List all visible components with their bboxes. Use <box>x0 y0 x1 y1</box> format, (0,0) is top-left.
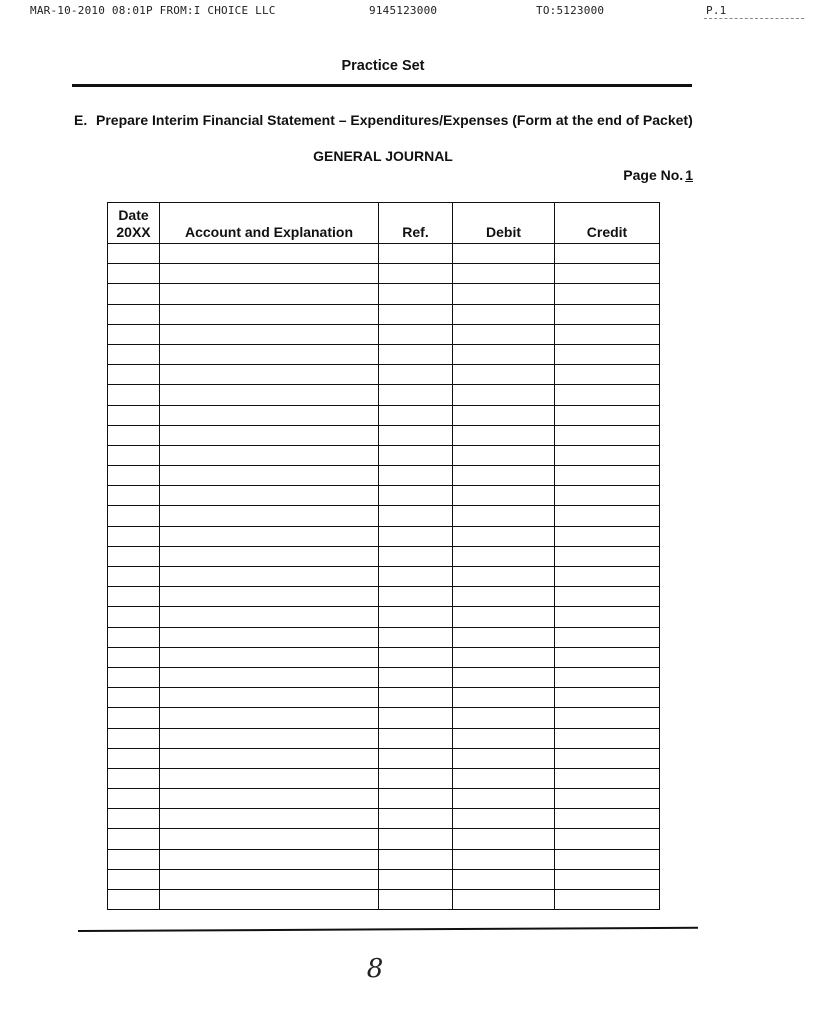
journal-cell-debit[interactable] <box>453 829 555 849</box>
journal-cell-credit[interactable] <box>555 445 660 465</box>
journal-cell-account[interactable] <box>160 284 379 304</box>
journal-row <box>108 445 660 465</box>
journal-cell-date[interactable] <box>108 486 160 506</box>
journal-cell-debit[interactable] <box>453 869 555 889</box>
journal-title: GENERAL JOURNAL <box>313 148 453 164</box>
journal-cell-account[interactable] <box>160 587 379 607</box>
journal-cell-debit[interactable] <box>453 526 555 546</box>
column-header-credit: Credit <box>555 203 660 244</box>
journal-cell-account[interactable] <box>160 466 379 486</box>
journal-cell-credit[interactable] <box>555 324 660 344</box>
journal-cell-debit[interactable] <box>453 365 555 385</box>
title-divider <box>72 84 692 87</box>
journal-cell-ref[interactable] <box>379 506 453 526</box>
fax-phone-number: 9145123000 <box>369 4 438 17</box>
journal-row <box>108 688 660 708</box>
journal-cell-date[interactable] <box>108 667 160 687</box>
journal-cell-ref[interactable] <box>379 546 453 566</box>
journal-cell-account[interactable] <box>160 869 379 889</box>
journal-cell-ref[interactable] <box>379 445 453 465</box>
journal-cell-credit[interactable] <box>555 425 660 445</box>
journal-cell-account[interactable] <box>160 849 379 869</box>
journal-cell-account[interactable] <box>160 768 379 788</box>
handwritten-page-number: 8 <box>366 954 384 984</box>
journal-cell-debit[interactable] <box>453 789 555 809</box>
column-header-date: Date 20XX <box>108 203 160 244</box>
journal-cell-debit[interactable] <box>453 708 555 728</box>
journal-cell-credit[interactable] <box>555 768 660 788</box>
page-number <box>623 167 693 183</box>
journal-cell-credit[interactable] <box>555 304 660 324</box>
journal-row <box>108 890 660 910</box>
journal-cell-ref[interactable] <box>379 728 453 748</box>
bottom-divider <box>78 927 698 932</box>
journal-cell-debit[interactable] <box>453 445 555 465</box>
journal-cell-account[interactable] <box>160 486 379 506</box>
journal-cell-account[interactable] <box>160 244 379 264</box>
journal-cell-ref[interactable] <box>379 365 453 385</box>
journal-row <box>108 567 660 587</box>
journal-row <box>108 809 660 829</box>
journal-cell-debit[interactable] <box>453 607 555 627</box>
journal-cell-date[interactable] <box>108 789 160 809</box>
journal-cell-date[interactable] <box>108 647 160 667</box>
journal-cell-ref[interactable] <box>379 708 453 728</box>
journal-cell-credit[interactable] <box>555 385 660 405</box>
journal-cell-debit[interactable] <box>453 466 555 486</box>
journal-row <box>108 466 660 486</box>
journal-cell-debit[interactable] <box>453 809 555 829</box>
journal-cell-debit[interactable] <box>453 506 555 526</box>
journal-cell-debit[interactable] <box>453 647 555 667</box>
journal-row <box>108 607 660 627</box>
journal-cell-ref[interactable] <box>379 244 453 264</box>
journal-cell-debit[interactable] <box>453 667 555 687</box>
journal-cell-credit[interactable] <box>555 587 660 607</box>
journal-cell-date[interactable] <box>108 466 160 486</box>
page-number-label: Page No. <box>623 167 684 183</box>
journal-cell-ref[interactable] <box>379 466 453 486</box>
journal-cell-debit[interactable] <box>453 587 555 607</box>
instruction-marker: E. <box>74 112 88 128</box>
journal-cell-debit[interactable] <box>453 728 555 748</box>
journal-cell-credit[interactable] <box>555 728 660 748</box>
journal-cell-credit[interactable] <box>555 708 660 728</box>
journal-cell-date[interactable] <box>108 728 160 748</box>
journal-row <box>108 304 660 324</box>
journal-cell-date[interactable] <box>108 425 160 445</box>
journal-cell-date[interactable] <box>108 627 160 647</box>
journal-cell-ref[interactable] <box>379 264 453 284</box>
journal-cell-ref[interactable] <box>379 324 453 344</box>
journal-cell-ref[interactable] <box>379 647 453 667</box>
journal-cell-debit[interactable] <box>453 405 555 425</box>
journal-row <box>108 869 660 889</box>
journal-cell-credit[interactable] <box>555 869 660 889</box>
journal-cell-account[interactable] <box>160 324 379 344</box>
journal-cell-account[interactable] <box>160 708 379 728</box>
journal-row <box>108 324 660 344</box>
journal-cell-ref[interactable] <box>379 748 453 768</box>
journal-cell-ref[interactable] <box>379 405 453 425</box>
journal-cell-debit[interactable] <box>453 244 555 264</box>
journal-header-row <box>108 203 660 244</box>
journal-row <box>108 829 660 849</box>
journal-cell-credit[interactable] <box>555 647 660 667</box>
journal-cell-ref[interactable] <box>379 284 453 304</box>
journal-cell-credit[interactable] <box>555 890 660 910</box>
journal-cell-ref[interactable] <box>379 304 453 324</box>
journal-cell-account[interactable] <box>160 546 379 566</box>
journal-cell-date[interactable] <box>108 264 160 284</box>
journal-cell-ref[interactable] <box>379 385 453 405</box>
journal-row <box>108 405 660 425</box>
journal-cell-ref[interactable] <box>379 688 453 708</box>
fax-recipient: TO:5123000 <box>536 4 605 17</box>
journal-cell-credit[interactable] <box>555 809 660 829</box>
journal-cell-date[interactable] <box>108 708 160 728</box>
journal-cell-ref[interactable] <box>379 829 453 849</box>
journal-cell-account[interactable] <box>160 647 379 667</box>
journal-cell-ref[interactable] <box>379 526 453 546</box>
journal-cell-debit[interactable] <box>453 748 555 768</box>
journal-cell-date[interactable] <box>108 688 160 708</box>
journal-row <box>108 284 660 304</box>
journal-cell-debit[interactable] <box>453 304 555 324</box>
journal-cell-debit[interactable] <box>453 486 555 506</box>
journal-cell-date[interactable] <box>108 829 160 849</box>
journal-row <box>108 385 660 405</box>
journal-cell-account[interactable] <box>160 688 379 708</box>
journal-cell-account[interactable] <box>160 344 379 364</box>
journal-cell-account[interactable] <box>160 890 379 910</box>
journal-cell-account[interactable] <box>160 264 379 284</box>
journal-cell-date[interactable] <box>108 385 160 405</box>
journal-cell-date[interactable] <box>108 567 160 587</box>
journal-cell-debit[interactable] <box>453 264 555 284</box>
document-title: Practice Set <box>341 58 425 74</box>
journal-cell-date[interactable] <box>108 768 160 788</box>
journal-cell-debit[interactable] <box>453 324 555 344</box>
journal-cell-date[interactable] <box>108 869 160 889</box>
journal-cell-date[interactable] <box>108 244 160 264</box>
journal-cell-account[interactable] <box>160 385 379 405</box>
journal-cell-date[interactable] <box>108 587 160 607</box>
journal-cell-account[interactable] <box>160 506 379 526</box>
instruction-text: Prepare Interim Financial Statement – Expenditures/Expenses (Form at the end of Packet) <box>96 112 693 128</box>
journal-row <box>108 506 660 526</box>
journal-cell-ref[interactable] <box>379 667 453 687</box>
journal-cell-ref[interactable] <box>379 567 453 587</box>
journal-cell-account[interactable] <box>160 667 379 687</box>
column-header-debit: Debit <box>453 203 555 244</box>
journal-cell-credit[interactable] <box>555 344 660 364</box>
journal-cell-debit[interactable] <box>453 688 555 708</box>
journal-cell-credit[interactable] <box>555 526 660 546</box>
journal-cell-debit[interactable] <box>453 567 555 587</box>
general-journal-table <box>107 202 660 910</box>
journal-cell-account[interactable] <box>160 748 379 768</box>
journal-row <box>108 365 660 385</box>
journal-cell-ref[interactable] <box>379 627 453 647</box>
journal-cell-account[interactable] <box>160 728 379 748</box>
fax-header <box>0 4 815 20</box>
journal-row <box>108 647 660 667</box>
journal-cell-ref[interactable] <box>379 486 453 506</box>
journal-cell-debit[interactable] <box>453 627 555 647</box>
journal-cell-debit[interactable] <box>453 768 555 788</box>
journal-cell-credit[interactable] <box>555 688 660 708</box>
journal-cell-credit[interactable] <box>555 627 660 647</box>
journal-cell-account[interactable] <box>160 789 379 809</box>
journal-cell-account[interactable] <box>160 425 379 445</box>
page-number-value: 1 <box>685 167 693 183</box>
journal-cell-debit[interactable] <box>453 546 555 566</box>
journal-cell-credit[interactable] <box>555 466 660 486</box>
journal-cell-account[interactable] <box>160 829 379 849</box>
journal-cell-debit[interactable] <box>453 890 555 910</box>
journal-cell-credit[interactable] <box>555 748 660 768</box>
journal-row <box>108 627 660 647</box>
column-header-ref: Ref. <box>379 203 453 244</box>
journal-cell-account[interactable] <box>160 445 379 465</box>
journal-cell-date[interactable] <box>108 748 160 768</box>
journal-cell-credit[interactable] <box>555 789 660 809</box>
journal-cell-date[interactable] <box>108 849 160 869</box>
journal-cell-credit[interactable] <box>555 405 660 425</box>
fax-sender: MAR-10-2010 08:01P FROM:I CHOICE LLC <box>30 4 276 17</box>
instruction <box>74 112 704 129</box>
journal-cell-ref[interactable] <box>379 587 453 607</box>
journal-cell-credit[interactable] <box>555 567 660 587</box>
journal-cell-date[interactable] <box>108 344 160 364</box>
journal-cell-credit[interactable] <box>555 264 660 284</box>
journal-cell-date[interactable] <box>108 546 160 566</box>
journal-cell-debit[interactable] <box>453 849 555 869</box>
journal-cell-date[interactable] <box>108 324 160 344</box>
journal-cell-account[interactable] <box>160 304 379 324</box>
journal-cell-ref[interactable] <box>379 890 453 910</box>
journal-cell-date[interactable] <box>108 506 160 526</box>
column-header-account: Account and Explanation <box>160 203 379 244</box>
journal-cell-date[interactable] <box>108 304 160 324</box>
journal-row <box>108 728 660 748</box>
journal-cell-ref[interactable] <box>379 849 453 869</box>
journal-row <box>108 708 660 728</box>
journal-cell-date[interactable] <box>108 445 160 465</box>
journal-cell-date[interactable] <box>108 890 160 910</box>
journal-cell-credit[interactable] <box>555 546 660 566</box>
journal-cell-account[interactable] <box>160 627 379 647</box>
journal-cell-account[interactable] <box>160 365 379 385</box>
journal-row <box>108 748 660 768</box>
journal-cell-credit[interactable] <box>555 506 660 526</box>
journal-cell-date[interactable] <box>108 607 160 627</box>
journal-cell-ref[interactable] <box>379 789 453 809</box>
journal-row <box>108 768 660 788</box>
journal-cell-date[interactable] <box>108 365 160 385</box>
journal-row <box>108 425 660 445</box>
journal-cell-credit[interactable] <box>555 244 660 264</box>
journal-cell-ref[interactable] <box>379 607 453 627</box>
journal-row <box>108 244 660 264</box>
journal-row <box>108 344 660 364</box>
journal-cell-account[interactable] <box>160 405 379 425</box>
journal-cell-ref[interactable] <box>379 425 453 445</box>
journal-cell-credit[interactable] <box>555 284 660 304</box>
journal-cell-account[interactable] <box>160 526 379 546</box>
journal-cell-account[interactable] <box>160 607 379 627</box>
journal-body <box>108 244 660 910</box>
journal-cell-credit[interactable] <box>555 667 660 687</box>
journal-row <box>108 546 660 566</box>
journal-cell-debit[interactable] <box>453 385 555 405</box>
journal-row <box>108 264 660 284</box>
journal-cell-debit[interactable] <box>453 284 555 304</box>
journal-cell-date[interactable] <box>108 405 160 425</box>
journal-row <box>108 526 660 546</box>
journal-cell-credit[interactable] <box>555 849 660 869</box>
journal-cell-credit[interactable] <box>555 365 660 385</box>
journal-cell-date[interactable] <box>108 526 160 546</box>
journal-cell-account[interactable] <box>160 567 379 587</box>
fax-page-number: P.1 <box>706 4 727 17</box>
journal-row <box>108 486 660 506</box>
journal-cell-date[interactable] <box>108 284 160 304</box>
journal-cell-ref[interactable] <box>379 809 453 829</box>
journal-row <box>108 667 660 687</box>
fax-page-rule <box>704 18 804 19</box>
journal-row <box>108 849 660 869</box>
journal-row <box>108 789 660 809</box>
journal-cell-ref[interactable] <box>379 344 453 364</box>
journal-cell-date[interactable] <box>108 809 160 829</box>
journal-cell-credit[interactable] <box>555 486 660 506</box>
journal-cell-ref[interactable] <box>379 768 453 788</box>
journal-cell-account[interactable] <box>160 809 379 829</box>
journal-cell-debit[interactable] <box>453 344 555 364</box>
journal-row <box>108 587 660 607</box>
journal-cell-debit[interactable] <box>453 425 555 445</box>
journal-cell-credit[interactable] <box>555 829 660 849</box>
journal-cell-ref[interactable] <box>379 869 453 889</box>
journal-cell-credit[interactable] <box>555 607 660 627</box>
